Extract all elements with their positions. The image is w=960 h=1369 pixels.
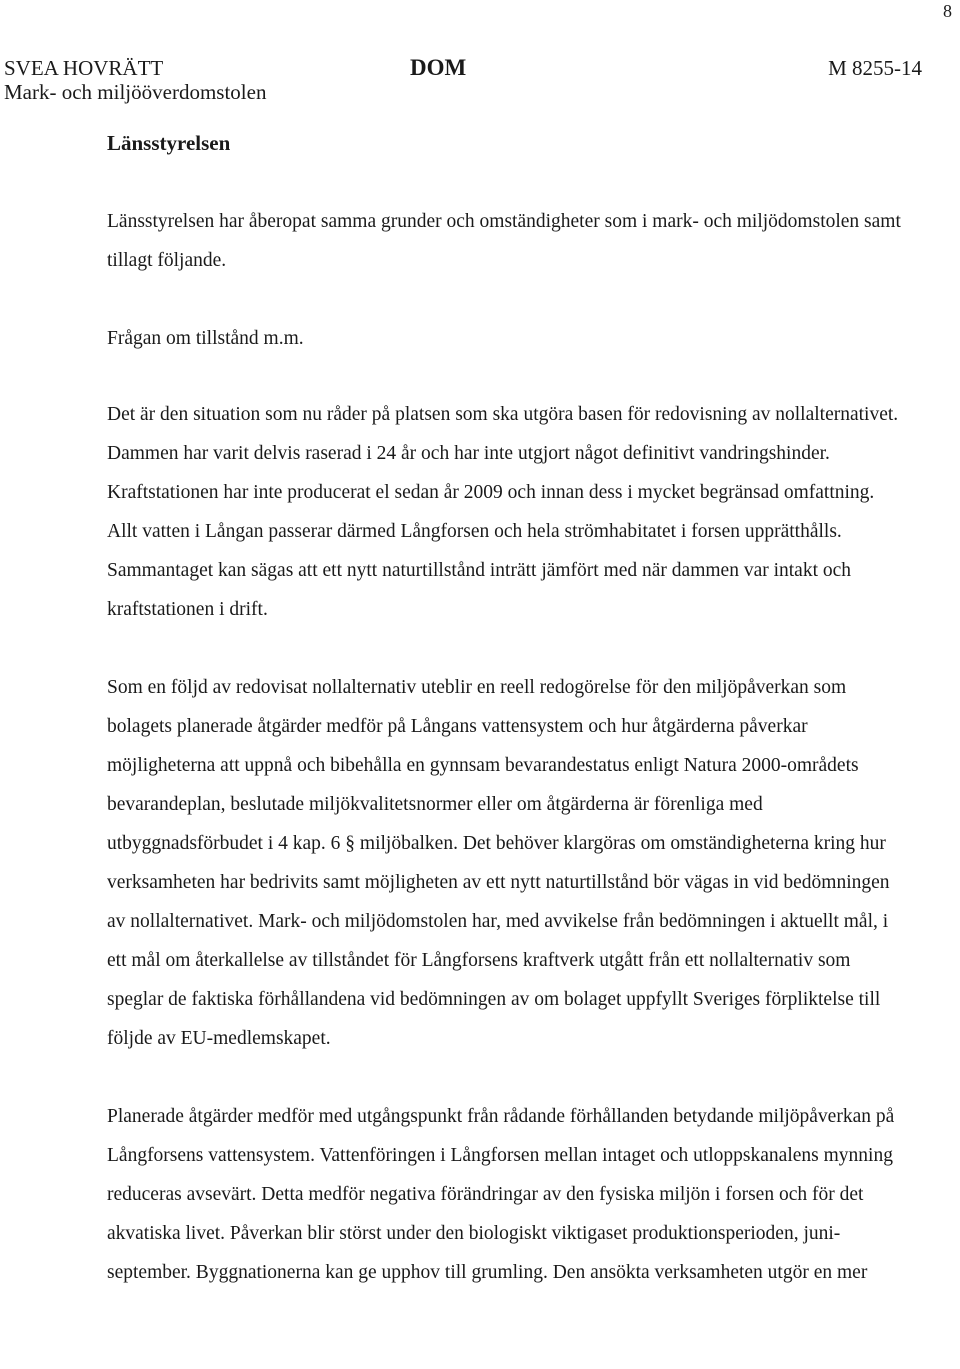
paragraph-planerade-atgarder: Planerade åtgärder medför med utgångspunkt från rådande förhållanden betydande miljöpåverkan på Långforsens vattensystem. Vattenföringen i Långforsen mellan intaget och utloppskanalens mynning reduceras avsevärt. Detta medför negativa förändringar av den fysiska miljön i forsen och för det akvatiska livet. Påverkan blir störst under den biologiskt viktigaset produktionsperioden, juni-september. Byggnationerna kan ge upphov till grumling. Den ansökta verksamheten utgör en mer xyxy=(107,1106,895,1283)
paragraph-spacer xyxy=(107,358,907,395)
court-division: Mark- och miljööverdomstolen xyxy=(4,80,267,104)
paragraph-miljopaverkan: Som en följd av redovisat nollalternativ uteblir en reell redogörelse för den miljöpåverkan som bolagets planerade åtgärder medför på Långans vattensystem och hur åtgärderna påverkar möjligheterna att uppnå och bibehålla en gynnsam bevarandestatus enligt Natura 2000-områdets bevarandeplan, beslutade miljökvalitetsnormer eller om åtgärderna är förenliga med utbyggnadsförbudet i 4 kap. 6 § miljöbalken. Det behöver klargöras om omständigheterna kring hur verksamheten har bedrivits samt möjligheten av ett nytt naturtillstånd bör vägas in vid bedömningen av nollalternativet. Mark- och miljödomstolen har, med avvikelse från bedömningen i aktuellt mål, i ett mål om återkallelse av tillståndet för Långforsens kraftverk utgått från ett nollalternativ som speglar de faktiska förhållandena vid bedömningen av om bolaget uppfyllt Sveriges förpliktelse till följde av EU-medlemskapet. xyxy=(107,677,890,1049)
paragraph-spacer xyxy=(107,280,907,319)
case-number: M 8255-14 xyxy=(828,56,922,80)
paragraph-spacer xyxy=(107,1058,907,1097)
paragraph-intro: Länsstyrelsen har åberopat samma grunder och omständigheter som i mark- och miljödomstolen samt tillagt följande. xyxy=(107,211,901,271)
paragraph-nollalternativ: Det är den situation som nu råder på platsen som ska utgöra basen för redovisning av nollalternativet. Dammen har varit delvis raserad i 24 år och har inte utgjort något definitivt vandringshinder. Kraftstationen har inte producerat el sedan år 2009 och innan dess i mycket begränsad omfattning. Allt vatten i Långan passerar därmed Långforsen och hela strömhabitatet i forsen upprätthålls. Sammantaget kan sägas att ett nytt naturtillstånd inträtt jämfört med när dammen var intakt och kraftstationen i drift. xyxy=(107,404,899,620)
document-type: DOM xyxy=(410,55,467,80)
section-title: Länsstyrelsen xyxy=(107,131,231,155)
paragraph-spacer xyxy=(107,629,907,668)
document-body xyxy=(107,124,907,1292)
court-name: SVEA HOVRÄTT xyxy=(4,56,164,80)
document-header xyxy=(4,56,944,108)
paragraph-subheading: Frågan om tillstånd m.m. xyxy=(107,328,304,349)
page-number: 8 xyxy=(943,1,952,21)
